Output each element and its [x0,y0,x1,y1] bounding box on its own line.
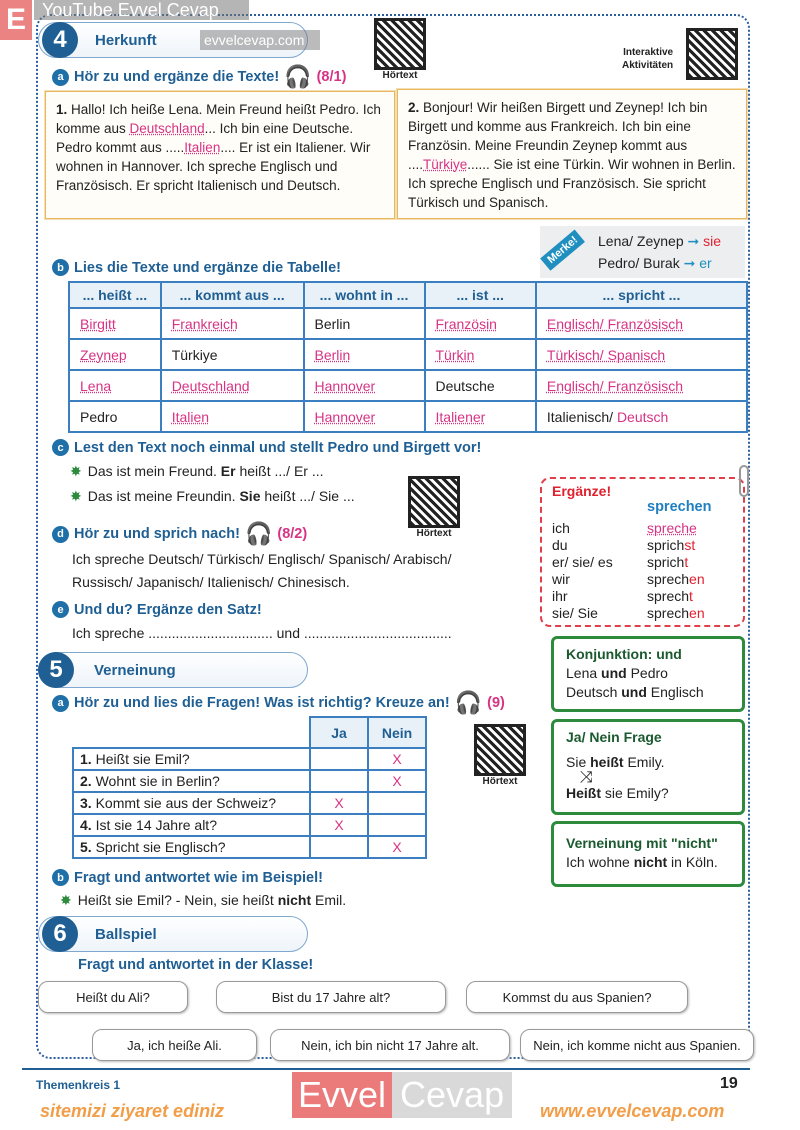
track-number: (8/1) [316,69,347,85]
table-cell [304,308,425,339]
pronoun: ich [552,520,570,536]
verb-ending: st [684,537,696,553]
text: Ich wohne [566,854,634,870]
question-cell [73,836,310,858]
text: Emily. [623,754,665,770]
conjugation-row [552,605,733,622]
paperclip-icon [739,465,749,497]
conjugation-row [552,537,733,554]
cross-mark: X [392,839,402,855]
track-number: (9) [487,695,505,711]
track-number: (8/2) [277,526,308,542]
text: und [601,665,627,681]
merke-pronoun: sie [703,233,722,249]
answer: Deutsch [616,408,669,425]
column-header: Ja [310,717,368,748]
speech-bubble: Nein, ich bin nicht 17 Jahre alt. [270,1029,510,1061]
pronoun: er/ sie/ es [552,554,613,570]
section-5-number: 5 [38,652,74,688]
cross-mark: X [392,751,402,767]
answer: Birgitt [80,315,116,332]
answer: Türkiye [423,157,468,172]
table-cell [69,370,161,401]
verb-form [647,520,697,537]
text-box-2 [397,89,747,219]
verb-form [647,554,688,571]
question-cell [73,792,310,814]
verb-stem: sprech [647,588,690,604]
table-cell [161,370,304,401]
text: nicht [277,892,312,908]
given-value: Deutsche [435,377,495,394]
text: Sie [239,488,261,504]
task-letter: c [52,439,69,456]
conjugation-row [552,588,733,605]
text: heißt .../ Sie ... [260,488,355,504]
qr-label: Hörtext [482,776,518,787]
section-5-title: Verneinung [94,662,176,679]
verb-stem: sprich [647,554,685,570]
footer-line [22,1068,750,1070]
answer: Türkin [435,346,475,363]
answer: Deutschland [129,121,205,136]
verneinung-nicht-box [551,821,745,887]
cross-mark: X [334,817,344,833]
text-part: ...... Sie ist eine Türkin. Wir wohnen in Berlin. Ich spreche Englisch und Französisch. Sie spricht Türkisch und Spanisch. [408,157,736,210]
footer-chapter: Themenkreis 1 [36,1078,121,1092]
text: Heißt [566,785,601,801]
box-line [566,784,730,803]
arrow-icon: ➞ [683,255,696,271]
label-line: Interaktive [623,47,674,58]
watermark-diagonal: www.evvelcevap.com [540,1101,725,1121]
label-line: Aktivitäten [622,60,674,71]
column-header: ... spricht ... [536,282,747,308]
answer: Frankreich [171,315,238,332]
text: Emil. [311,892,347,908]
merke-subject: Pedro/ Burak [598,255,680,271]
text-part: ... Ich bin eine Deutsche. Pedro kommt aus ..... [56,121,354,155]
text: ...................................... [299,625,452,641]
text: Das ist mein Freund. [87,463,221,479]
answer: Englisch/ Französisch [546,377,684,394]
verb-ending: en [689,605,705,621]
answer: Zeynep [80,346,127,363]
task-letter: d [52,526,69,543]
text: heißt .../ Er ... [235,463,324,479]
task-text: Hör zu und sprich nach! [74,526,240,542]
answer: Hannover [314,377,376,394]
cross-mark: X [334,795,344,811]
table-cell [69,401,161,432]
checkbox-ja[interactable] [310,770,368,792]
erganze-title: Ergänze! [552,483,612,499]
section-4-title: Herkunft [95,32,157,49]
page-number: 19 [720,1075,738,1092]
table-row [69,370,747,401]
question-number: 1. [80,751,92,767]
question-cell [73,770,310,792]
merke-row [598,252,745,274]
qr-hortext-2[interactable] [408,476,460,539]
checkbox-ja[interactable] [310,792,368,814]
watermark-logo: E [0,0,32,40]
star-icon: ✸ [70,463,82,479]
language-list-1: Ich spreche Deutsch/ Türkisch/ Englisch/ Spanisch/ Arabisch/ [72,551,452,567]
conjugation-row [552,554,733,571]
verb-form [647,537,695,554]
task-5b [52,869,323,886]
text: heißt [590,754,624,770]
task-letter: b [52,869,69,886]
qr-interactive[interactable] [686,28,738,80]
table-cell [536,339,747,370]
text: Ich spreche ................................ [72,625,277,641]
arrow-icon: ➞ [687,233,700,249]
watermark-diagonal-2: sitemizi ziyaret ediniz [40,1101,225,1121]
cross-arrows-icon: ⤨ [580,769,593,786]
table-cell [69,308,161,339]
speech-bubble: Ja, ich heiße Ali. [92,1029,257,1061]
table-cell [161,308,304,339]
box-title: Konjunktion: und [566,646,682,662]
table-cell [536,308,747,339]
watermark-site: evvelcevap.com [200,30,320,50]
text: Englisch [646,684,704,700]
task-letter: b [52,259,69,276]
verb-stem: sprich [647,537,685,553]
example-line-1 [70,460,324,483]
footer-watermark [292,1072,512,1118]
star-icon: ✸ [60,892,72,908]
text: Sie [566,754,591,770]
box-line [566,664,730,683]
erganze-box [540,477,745,627]
verb-stem: sprech [647,605,690,621]
question-cell [73,748,310,770]
verb-ending: t [689,588,693,604]
text-part: .... Er ist ein Italiener. Wir wohnen in Hannover. Ich spreche Englisch und Französisch. Er spricht Italienisch und Deutsch. [56,140,371,193]
table-row [69,308,747,339]
pronoun: du [552,537,568,553]
answer: Deutschland [171,377,250,394]
ja-nein-frage-box [551,719,745,815]
checkbox-ja[interactable] [310,814,368,836]
answer: Französin [435,315,497,332]
text-box-1 [45,91,395,219]
answer: Englisch/ Französisch [546,315,684,332]
pronoun: sie/ Sie [552,605,598,621]
qr-hortext-3[interactable] [474,724,526,787]
task-text: Hör zu und ergänze die Texte! [74,69,280,85]
checkbox-nein[interactable] [368,792,426,814]
table-cell [304,370,425,401]
table-cell [425,339,536,370]
column-header: Nein [368,717,426,748]
table-cell [425,401,536,432]
given-value: Pedro [80,408,118,425]
pronoun: ihr [552,588,568,604]
cross-mark: X [392,773,402,789]
task-text: Lies die Texte und ergänze die Tabelle! [74,259,341,276]
task-letter: a [52,695,69,712]
question-number: 5. [80,839,92,855]
verb-ending: en [689,571,705,587]
example-5b [60,889,346,912]
speech-bubble: Heißt du Ali? [38,981,188,1013]
question-number: 4. [80,817,92,833]
table-cell [69,339,161,370]
table-cell [304,339,425,370]
table-cell [425,370,536,401]
speech-bubble: Bist du 17 Jahre alt? [216,981,446,1013]
box-title: Verneinung mit "nicht" [566,835,718,851]
watermark-text: Cevap [392,1072,512,1118]
checkbox-ja[interactable] [310,748,368,770]
question-text: Kommt sie aus der Schweiz? [91,795,277,811]
text: Er [220,463,236,479]
merke-subject: Lena/ Zeynep [598,233,684,249]
table-cell [161,339,304,370]
task-text: Und du? Ergänze den Satz! [74,601,262,618]
watermark-youtube: YouTube Evvel Cevap [34,0,249,20]
table-row [69,401,747,432]
checkbox-ja[interactable] [310,836,368,858]
given-value: Berlin [314,315,351,332]
conjugation-row [552,571,733,588]
given-value: Türkiye [171,346,218,363]
qr-label: Hörtext [382,70,418,81]
section-6-title: Ballspiel [95,926,157,943]
text: und [621,684,647,700]
language-list-2: Russisch/ Japanisch/ Italienisch/ Chinesisch. [72,574,350,590]
star-icon: ✸ [70,488,82,504]
answer: Türkisch/ Spanisch [546,346,666,363]
ja-nein-table [72,716,427,859]
table-row [73,836,426,858]
verb-form [647,588,693,605]
task-5a [52,690,505,716]
answer: Italiener [435,408,486,425]
merke-row [598,230,745,252]
answer: Lena [80,377,112,394]
answer: Hannover [314,408,376,425]
question-text: Heißt sie Emil? [91,751,190,767]
task-4d [52,521,307,547]
question-number: 3. [80,795,92,811]
table-row [69,339,747,370]
pronoun: wir [552,571,570,587]
headphones-icon[interactable]: 🎧 [284,64,312,89]
question-number: 2. [80,773,92,789]
merke-tag: Merke! [540,229,585,270]
konjunktion-box [551,636,745,712]
checkbox-nein[interactable] [368,836,426,858]
table-row [73,770,426,792]
task-4e [52,601,262,618]
headphones-icon[interactable]: 🎧 [244,521,273,546]
header-row [73,717,426,748]
text-part: Hallo! Ich heiße Lena. Mein Freund heißt Pedro. Ich komme aus [56,102,381,136]
column-header: ... ist ... [425,282,536,308]
text: in Köln. [667,854,718,870]
speech-bubble: Kommst du aus Spanien? [466,981,688,1013]
task-text: Fragt und antwortet wie im Beispiel! [74,869,323,886]
given-value: Italienisch/ [546,408,617,425]
speech-bubble: Nein, ich komme nicht aus Spanien. [520,1029,754,1061]
task-4c [52,439,481,456]
interactive-label [622,46,673,72]
verb-heading: sprechen [647,499,712,515]
checkbox-nein[interactable] [368,748,426,770]
text: Das ist meine Freundin. [87,488,240,504]
column-header: ... heißt ... [69,282,161,308]
answer: Berlin [314,346,351,363]
verb-ending: t [684,554,689,570]
table-row [73,814,426,836]
table-cell [425,308,536,339]
task-text: Lest den Text noch einmal und stellt Pedro und Birgett vor! [74,439,482,456]
task-letter: a [52,69,69,86]
conjugation-row [552,520,733,537]
box-line [566,683,730,702]
box-line [566,853,730,872]
watermark-text: Evvel [292,1072,392,1118]
text: Lena [566,665,602,681]
section-6-number: 6 [42,916,78,952]
task-4b [52,259,341,276]
checkbox-nein[interactable] [368,814,426,836]
fill-sentence [72,622,452,645]
task-4a [52,64,346,90]
origin-table [68,281,748,433]
answer: Italien [171,408,210,425]
verb-form [647,571,705,588]
text: nicht [633,854,668,870]
text: und [276,625,300,641]
column-header: ... wohnt in ... [304,282,425,308]
answer: Italien [184,140,221,155]
text-part: Bonjour! Wir heißen Birgett und Zeynep! Ich bin Birgett und komme aus Frankreich. Ich bin eine Französin. Meine Freundin Zeynep kommt aus .... [408,100,708,172]
checkbox-nein[interactable] [368,770,426,792]
task-6: Fragt und antwortet in der Klasse! [78,957,314,973]
text-number: 1. [56,102,68,117]
task-letter: e [52,601,69,618]
column-header: ... kommt aus ... [161,282,304,308]
verb-stem: sprech [647,571,690,587]
box-title: Ja/ Nein Frage [566,729,662,745]
verb-form [647,605,705,622]
table-cell [536,370,747,401]
text: Deutsch [566,684,622,700]
question-text: Spricht sie Englisch? [91,839,226,855]
table-cell [304,401,425,432]
merke-pronoun: er [699,255,712,271]
text-number: 2. [408,100,420,115]
empty-cell [73,717,310,748]
section-6-header [38,916,308,952]
question-cell [73,814,310,836]
text: Pedro [626,665,668,681]
headphones-icon[interactable]: 🎧 [454,690,483,715]
verb-ending: spreche [647,520,697,536]
text: sie Emily? [601,785,669,801]
table-row [73,792,426,814]
table-cell [161,401,304,432]
text: Heißt sie Emil? - Nein, sie heißt [77,892,278,908]
qr-label: Hörtext [416,528,452,539]
qr-hortext-1[interactable] [374,18,426,81]
task-text: Hör zu und lies die Fragen! Was ist richtig? Kreuze an! [74,695,450,711]
question-text: Ist sie 14 Jahre alt? [91,817,217,833]
question-text: Wohnt sie in Berlin? [91,773,220,789]
example-line-2 [70,485,355,508]
table-row [73,748,426,770]
table-cell [536,401,747,432]
merke-box [540,226,745,278]
section-4-number: 4 [42,22,78,58]
